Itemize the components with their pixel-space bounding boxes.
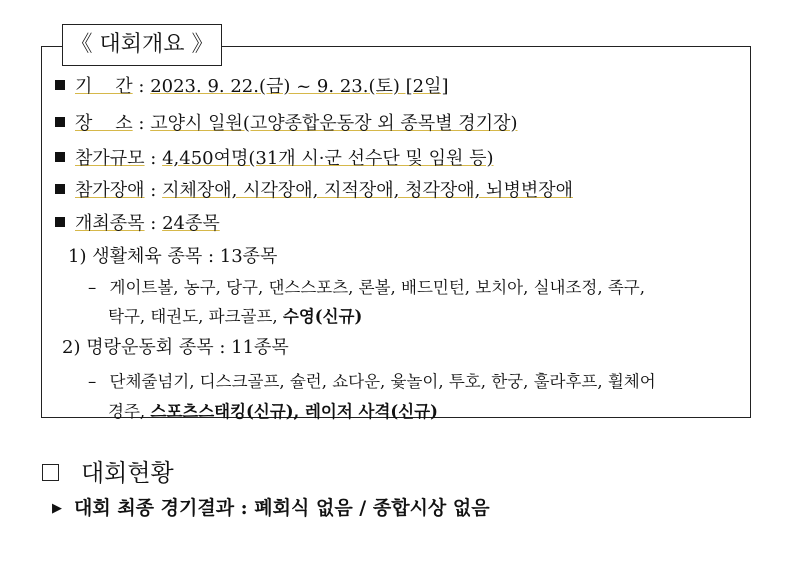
overview-title: 《 대회개요 》 <box>62 24 222 66</box>
row-label: 개최종목 <box>75 213 145 234</box>
row-period <box>55 72 448 98</box>
row-value: 지체장애, 시각장애, 지적장애, 청각장애, 뇌병변장애 <box>162 180 573 201</box>
square-bullet-icon <box>55 217 65 227</box>
row-events <box>55 209 220 235</box>
sub1-title: 1) 생활체육 종목 : 13종목 <box>68 246 278 267</box>
sub2-line2-new: 스포츠스태킹(신규), 레이저 사격(신규) <box>150 402 438 421</box>
row-colon: : <box>132 113 151 134</box>
row-label: 참가장애 <box>75 180 145 201</box>
row-colon: : <box>144 180 163 201</box>
square-bullet-icon <box>55 152 65 162</box>
dash-marker: – <box>88 372 97 391</box>
dash-marker: – <box>88 278 97 297</box>
square-bullet-icon <box>55 184 65 194</box>
checkbox-icon <box>42 464 59 481</box>
row-disability <box>55 176 573 202</box>
row-value: 24종목 <box>162 213 220 234</box>
sub2-line2 <box>108 398 438 422</box>
result-line-text: 대회 최종 경기결과 : 폐회식 없음 / 종합시상 없음 <box>74 497 490 519</box>
sub1-line2-new: 수영(신규) <box>282 307 363 326</box>
square-bullet-icon <box>55 117 65 127</box>
sub2-line1-text: 단체줄넘기, 디스크골프, 슐런, 쇼다운, 윷놀이, 투호, 한궁, 훌라후프, 휠체어 <box>109 372 656 391</box>
row-colon: : <box>132 76 151 97</box>
row-colon: : <box>144 148 163 169</box>
row-label: 장 소 <box>75 113 133 134</box>
row-value: 2023. 9. 22.(금) ~ 9. 23.(토) [2일] <box>150 76 449 97</box>
row-label: 참가규모 <box>75 148 145 169</box>
sub2-title: 2) 명랑운동회 종목 : 11종목 <box>62 337 289 358</box>
row-venue <box>55 109 518 135</box>
sub1-line2 <box>108 303 362 327</box>
row-value: 4,450여명(31개 시·군 선수단 및 임원 등) <box>162 148 494 169</box>
sub1-line2-text: 탁구, 태권도, 파크골프, <box>108 307 283 326</box>
square-bullet-icon <box>55 80 65 90</box>
status-heading <box>42 453 174 488</box>
sub2-line1 <box>88 368 656 392</box>
sub1-line1-text: 게이트볼, 농구, 당구, 댄스스포츠, 론볼, 배드민턴, 보치아, 실내조정, 족구, <box>109 278 645 297</box>
row-label: 기 간 <box>75 76 133 97</box>
sub1-line1 <box>88 274 645 298</box>
result-line <box>52 493 490 520</box>
sub2-line2-text: 경주, <box>108 402 151 421</box>
row-colon: : <box>144 213 163 234</box>
status-heading-text: 대회현황 <box>81 459 174 487</box>
row-value: 고양시 일원(고양종합운동장 외 종목별 경기장) <box>150 113 518 134</box>
row-scale <box>55 144 494 170</box>
triangle-right-icon: ▶ <box>52 501 62 516</box>
